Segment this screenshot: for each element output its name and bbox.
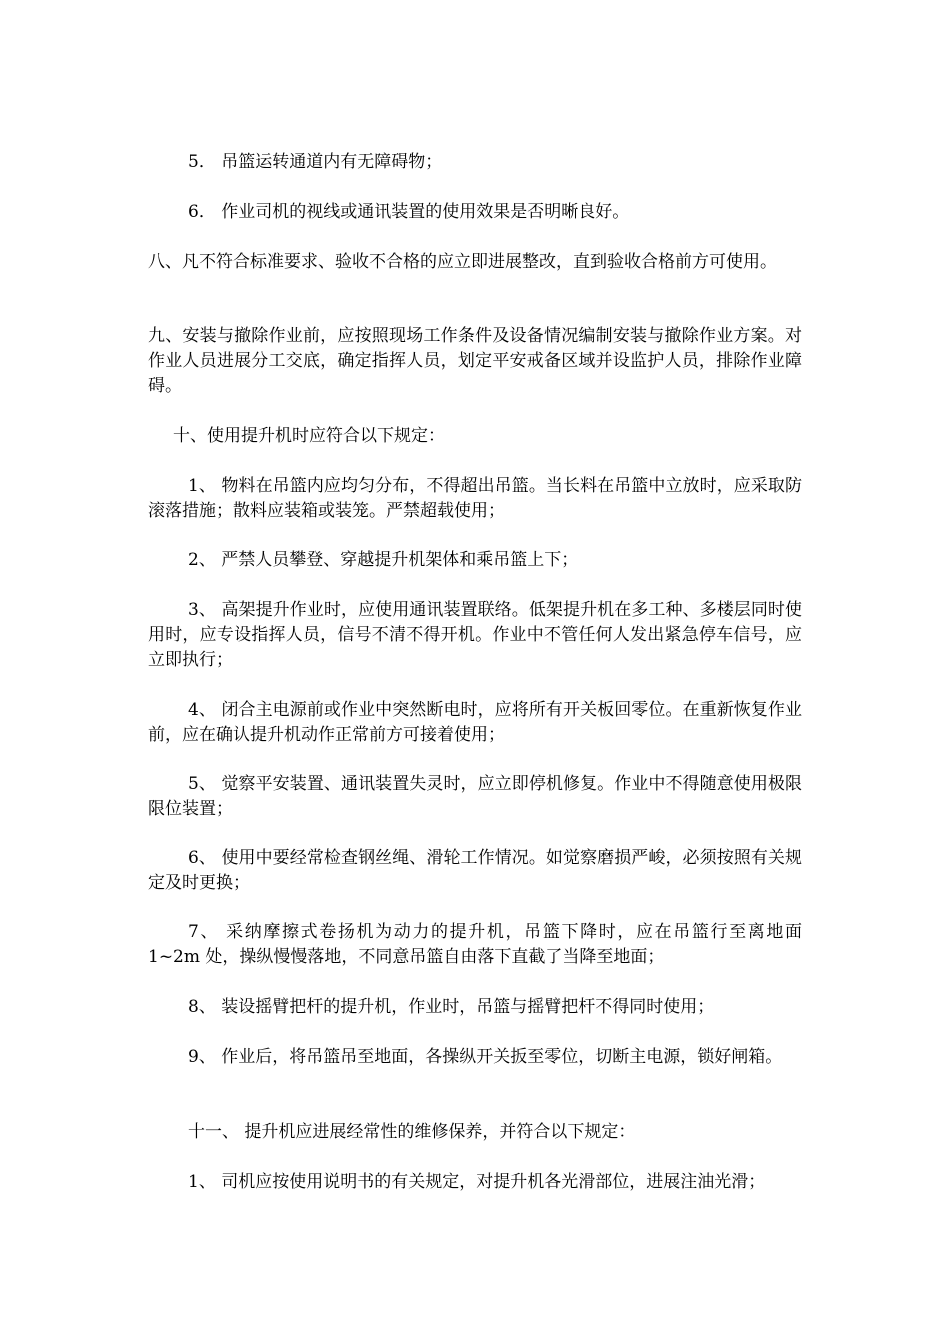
paragraph: 2、 严禁人员攀登、穿越提升机架体和乘吊篮上下； — [188, 550, 579, 570]
paragraph: 八、凡不符合标准要求、验收不合格的应立即进展整改，直到验收合格前方可使用。 — [148, 252, 777, 272]
paragraph: 7、 采纳摩擦式卷扬机为动力的提升机，吊篮下降时，应在吊篮行至离地面 1~2m 处，操纵慢慢落地，不同意吊篮自由落下直截了当降至地面； — [148, 922, 802, 967]
paragraph: 8、 装设摇臂把杆的提升机，作业时，吊篮与摇臂把杆不得同时使用； — [188, 997, 715, 1017]
paragraph: 1、 司机应按使用说明书的有关规定，对提升机各光滑部位，进展注油光滑； — [188, 1172, 766, 1192]
paragraph: 6、 使用中要经常检查钢丝绳、滑轮工作情况。如觉察磨损严峻，必须按照有关规定及时更换； — [148, 848, 802, 893]
paragraph: 3、 高架提升作业时，应使用通讯装置联络。低架提升机在多工种、多楼层同时使用时，应专设指挥人员，信号不清不得开机。作业中不管任何人发出紧急停车信号，应立即执行； — [148, 600, 802, 670]
paragraph: 5、 觉察平安装置、通讯装置失灵时，应立即停机修复。作业中不得随意使用极限限位装置； — [148, 774, 802, 819]
paragraph: 5． 吊篮运转通道内有无障碍物； — [188, 152, 443, 172]
paragraph: 9、 作业后，将吊篮吊至地面，各操纵开关扳至零位，切断主电源，锁好闸箱。 — [188, 1047, 783, 1067]
paragraph: 4、 闭合主电源前或作业中突然断电时，应将所有开关板回零位。在重新恢复作业前，应在确认提升机动作正常前方可接着使用； — [148, 700, 802, 745]
paragraph: 6． 作业司机的视线或通讯装置的使用效果是否明晰良好。 — [188, 202, 630, 222]
paragraph: 十、使用提升机时应符合以下规定： — [173, 426, 445, 446]
paragraph: 1、 物料在吊篮内应均匀分布，不得超出吊篮。当长料在吊篮中立放时，应采取防滚落措施；散料应装箱或装笼。严禁超载使用； — [148, 476, 802, 521]
paragraph: 十一、 提升机应进展经常性的维修保养，并符合以下规定： — [188, 1122, 636, 1142]
paragraph: 九、安装与撤除作业前，应按照现场工作条件及设备情况编制安装与撤除作业方案。对作业人员进展分工交底，确定指挥人员，划定平安戒备区域并设监护人员，排除作业障碍。 — [148, 326, 802, 396]
